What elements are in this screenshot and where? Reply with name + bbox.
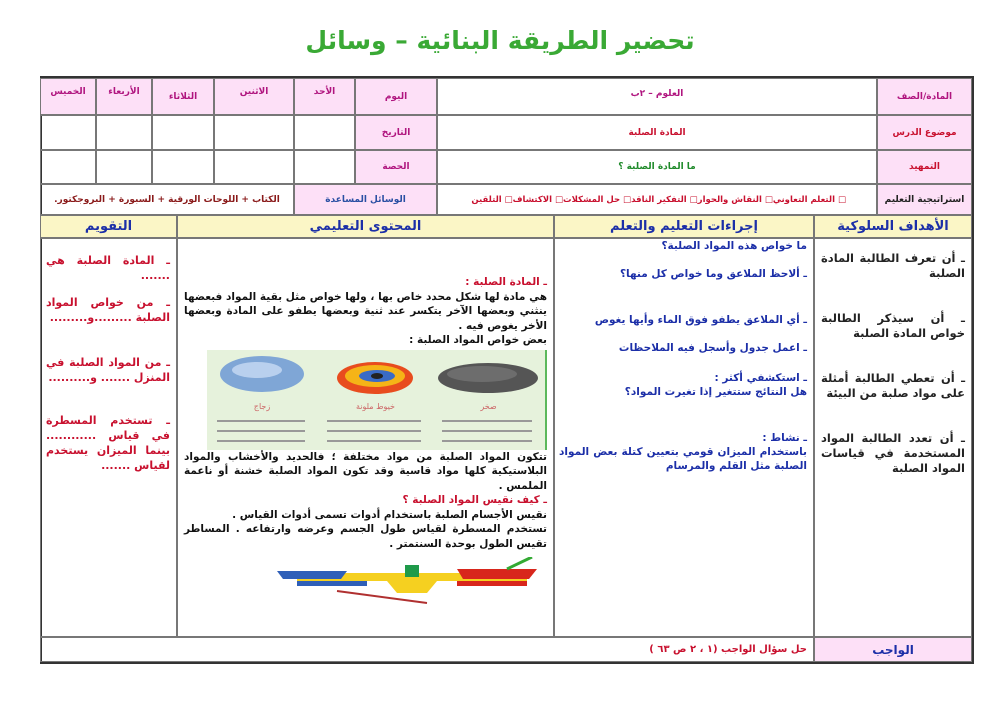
evaluation-item: ـ من خواص المواد الصلبة .........و......... bbox=[46, 296, 170, 324]
evaluation-header: التقويم bbox=[40, 215, 177, 238]
rock-panel bbox=[430, 350, 547, 450]
content-paragraph: هي مادة لها شكل محدد خاص بها ، ولها خواص مثل بقية المواد فبعضها ينثني وبعضها الآخر يتكسر عند ثنية وبعضها يطفو على المادة وبعضها الأخر يغوص فيه . bbox=[184, 290, 547, 332]
procedure-item: ما خواص هذه المواد الصلبة؟ bbox=[661, 240, 807, 252]
content-paragraph: نقيس الأجسام الصلبة باستخدام أدوات تسمى أدوات القياس . bbox=[232, 508, 547, 521]
procedures-header: إجراءات التعليم والتعلم bbox=[554, 215, 814, 238]
homework-value: حل سؤال الواجب (١ ، ٢ ص ٦٣ ) bbox=[40, 637, 814, 662]
topic-value: المادة الصلبة bbox=[437, 115, 877, 150]
procedures-cell bbox=[554, 238, 814, 637]
evaluation-item: ـ من المواد الصلبة في المنزل ....... و.......... bbox=[46, 356, 170, 384]
date-cell[interactable] bbox=[152, 115, 214, 150]
date-cell[interactable] bbox=[40, 115, 96, 150]
date-cell[interactable] bbox=[214, 115, 294, 150]
subject-label: المادة/الصف bbox=[877, 78, 972, 115]
day-sunday: الأحد bbox=[294, 78, 355, 115]
period-cell[interactable] bbox=[214, 150, 294, 184]
day-tuesday: الثلاثاء bbox=[152, 78, 214, 115]
period-cell[interactable] bbox=[152, 150, 214, 184]
day-label: اليوم bbox=[355, 78, 437, 115]
strategy-value: □ التعلم التعاوني□ النقاش والحوار□ التفكير الناقد□ حل المشكلات□ الاكتشاف□ التلقين bbox=[437, 184, 877, 215]
glass-image bbox=[207, 354, 317, 399]
content-paragraph: بعض خواص المواد الصلبة : bbox=[409, 334, 547, 346]
procedure-item: ـ نشاط : bbox=[762, 432, 807, 444]
yarn-panel bbox=[315, 350, 434, 450]
page-title: تحضير الطريقة البنائية – وسائل bbox=[305, 26, 695, 55]
procedure-item: ـ أي الملاعق يطفو فوق الماء وأيها يغوص bbox=[594, 314, 807, 326]
day-thursday: الخميس bbox=[40, 78, 96, 115]
intro-value: ما المادة الصلبة ؟ bbox=[437, 150, 877, 184]
procedure-item: ـ اعمل جدول وأسجل فيه الملاحظات bbox=[618, 342, 807, 354]
goal-item: ـ أن سيذكر الطالبة خواص المادة الصلبة bbox=[821, 311, 965, 340]
goals-header: الأهداف السلوكية bbox=[814, 215, 972, 238]
yarn-image bbox=[317, 356, 434, 401]
period-label: الحصة bbox=[355, 150, 437, 184]
evaluation-item: ـ تستخدم المسطرة في قياس ............ بينما الميزان يستخدم لقياس ....... bbox=[46, 414, 170, 472]
lesson-plan-table bbox=[40, 76, 974, 664]
content-heading: ـ كيف نقيس المواد الصلبة ؟ bbox=[402, 494, 547, 506]
figure-label: صخر bbox=[480, 401, 497, 411]
aids-label: الوسائل المساعدة bbox=[294, 184, 437, 215]
content-paragraph: تستخدم المسطرة لقياس طول الجسم وعرضه وارتفاعه . المساطر تقيس الطول بوحدة السنتمتر . bbox=[184, 523, 547, 550]
evaluation-item: ـ المادة الصلبة هي ....... bbox=[46, 254, 170, 282]
content-paragraph: تتكون المواد الصلبة من مواد مختلفة ؛ فالحديد والأخشاب والمواد البلاستيكية كلها مواد قاسية وقد تكون المواد الصلبة خشنة أو ناعمة الملمس . bbox=[184, 450, 547, 492]
rock-image bbox=[432, 356, 545, 401]
procedure-item: باستخدام الميزان قومي بتعيين كتلة بعض المواد الصلبة مثل القلم والمرسام bbox=[559, 446, 807, 472]
goal-item: ـ أن تعدد الطالبة المواد المستخدمة في قياسات المواد الصلبة bbox=[821, 431, 965, 475]
balance-image bbox=[277, 557, 547, 607]
glass-panel bbox=[207, 350, 317, 450]
day-wednesday: الأربعاء bbox=[96, 78, 152, 115]
date-label: التاريخ bbox=[355, 115, 437, 150]
goal-item: ـ أن تعرف الطالبة المادة الصلبة bbox=[821, 251, 965, 280]
content-cell bbox=[177, 238, 554, 637]
figure-label: زجاج bbox=[253, 401, 271, 411]
day-monday: الاثنين bbox=[214, 78, 294, 115]
procedure-item: ـ استكشفي أكثر : bbox=[714, 372, 807, 384]
period-cell[interactable] bbox=[294, 150, 355, 184]
solid-properties-figure bbox=[207, 350, 547, 450]
period-cell[interactable] bbox=[40, 150, 96, 184]
date-cell[interactable] bbox=[294, 115, 355, 150]
content-heading: ـ المادة الصلبة : bbox=[465, 276, 547, 288]
procedure-item: هل النتائج ستتغير إذا تغيرت المواد؟ bbox=[624, 386, 807, 398]
goal-item: ـ أن تعطي الطالبة أمثلة على مواد صلبة من البيئة bbox=[821, 371, 965, 400]
aids-value: الكتاب + اللوحات الورقية + السبورة + البروجكتور. bbox=[40, 184, 294, 215]
figure-label: خيوط ملونة bbox=[355, 401, 395, 411]
intro-label: التمهيد bbox=[877, 150, 972, 184]
goals-cell bbox=[814, 238, 972, 637]
topic-label: موضوع الدرس bbox=[877, 115, 972, 150]
content-header: المحتوى التعليمي bbox=[177, 215, 554, 238]
evaluation-cell bbox=[40, 238, 177, 637]
subject-value: العلوم – ٢ب bbox=[437, 78, 877, 115]
date-cell[interactable] bbox=[96, 115, 152, 150]
period-cell[interactable] bbox=[96, 150, 152, 184]
procedure-item: ـ ألاحظ الملاعق وما خواص كل منها؟ bbox=[619, 268, 807, 280]
homework-label: الواجب bbox=[814, 637, 972, 662]
strategy-label: استراتيجية التعليم bbox=[877, 184, 972, 215]
